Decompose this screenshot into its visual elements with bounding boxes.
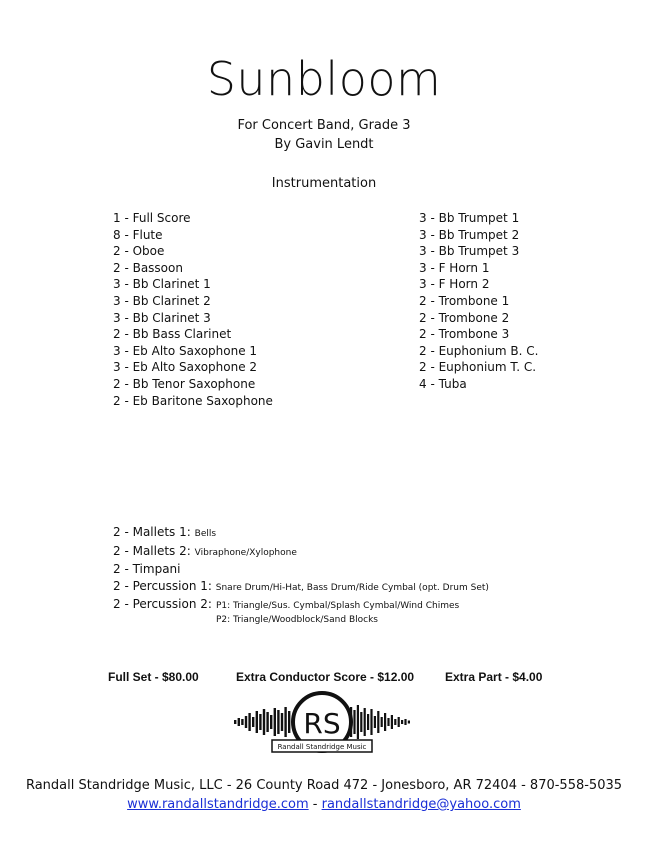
instrument-list-right [419,210,538,393]
mallets1-label: 2 - Mallets 1: [113,525,191,539]
list-item: 3 - Bb Trumpet 2 [419,227,520,242]
list-item: 2 - Eb Baritone Saxophone [113,393,273,408]
list-item: 3 - F Horn 1 [419,260,490,275]
perc2-label: 2 - Percussion 2: [113,597,212,612]
list-item: 3 - Eb Alto Saxophone 1 [113,343,258,358]
mallets2-detail: Vibraphone/Xylophone [194,547,297,558]
list-item: 2 - Euphonium B. C. [419,343,539,358]
footer-links [0,797,648,812]
logo-banner: Randall Standridge Music [277,743,367,751]
list-item: 3 - F Horn 2 [419,277,490,292]
list-item [113,524,489,543]
list-item: 2 - Bb Bass Clarinet [113,327,232,342]
logo [232,690,412,762]
perc2-detail-p1: P1: Triangle/Sus. Cymbal/Splash Cymbal/Wind Chimes [216,601,460,612]
list-item: 2 - Timpani [113,562,181,577]
mallets1-detail: Bells [194,529,217,539]
page-title: Sunbloom [206,52,442,106]
list-item: 2 - Trombone 2 [419,310,510,325]
link-separator: - [308,797,322,812]
list-item: 2 - Euphonium T. C. [419,360,537,375]
logo-monogram: RS [303,707,341,740]
website-link[interactable]: www.randallstandridge.com [127,797,309,812]
price-full-set: Full Set - $80.00 [108,670,199,684]
price-extra-part: Extra Part - $4.00 [445,670,543,684]
list-item: 2 - Trombone 3 [419,327,510,342]
list-item: 2 - Bassoon [113,260,183,275]
list-item: 3 - Bb Clarinet 3 [113,310,211,325]
list-item: 2 - Oboe [113,244,165,259]
perc1-detail: Snare Drum/Hi-Hat, Bass Drum/Ride Cymbal (opt. Drum Set) [215,582,489,593]
list-item: 2 - Bb Tenor Saxophone [113,376,256,391]
perc1-label: 2 - Percussion 1: [113,578,212,593]
list-item: 8 - Flute [113,227,163,242]
list-item [113,596,489,626]
logo-graphic [232,690,412,762]
list-item: 3 - Bb Trumpet 3 [419,244,520,259]
footer-address: Randall Standridge Music, LLC - 26 County Road 472 - Jonesboro, AR 72404 - 870-558-5035 [25,778,623,793]
price-conductor: Extra Conductor Score - $12.00 [236,670,415,684]
instrumentation-heading: Instrumentation [271,176,377,191]
list-item [113,578,489,597]
list-item: 2 - Trombone 1 [419,293,510,308]
subtitle: For Concert Band, Grade 3 [237,118,411,133]
email-link[interactable]: randallstandridge@yahoo.com [321,797,521,812]
list-item: 1 - Full Score [113,211,191,225]
list-item: 3 - Bb Clarinet 2 [113,293,211,308]
mallets2-label: 2 - Mallets 2: [113,543,191,558]
list-item: 3 - Eb Alto Saxophone 2 [113,360,258,375]
instrument-list-left [113,210,273,409]
composer: By Gavin Lendt [274,137,374,152]
percussion-list [113,524,489,626]
perc2-detail-p2: P2: Triangle/Woodblock/Sand Blocks [216,615,378,626]
list-item: 3 - Bb Clarinet 1 [113,277,211,292]
list-item: 4 - Tuba [419,376,467,391]
list-item [113,543,489,562]
list-item: 3 - Bb Trumpet 1 [419,211,520,225]
